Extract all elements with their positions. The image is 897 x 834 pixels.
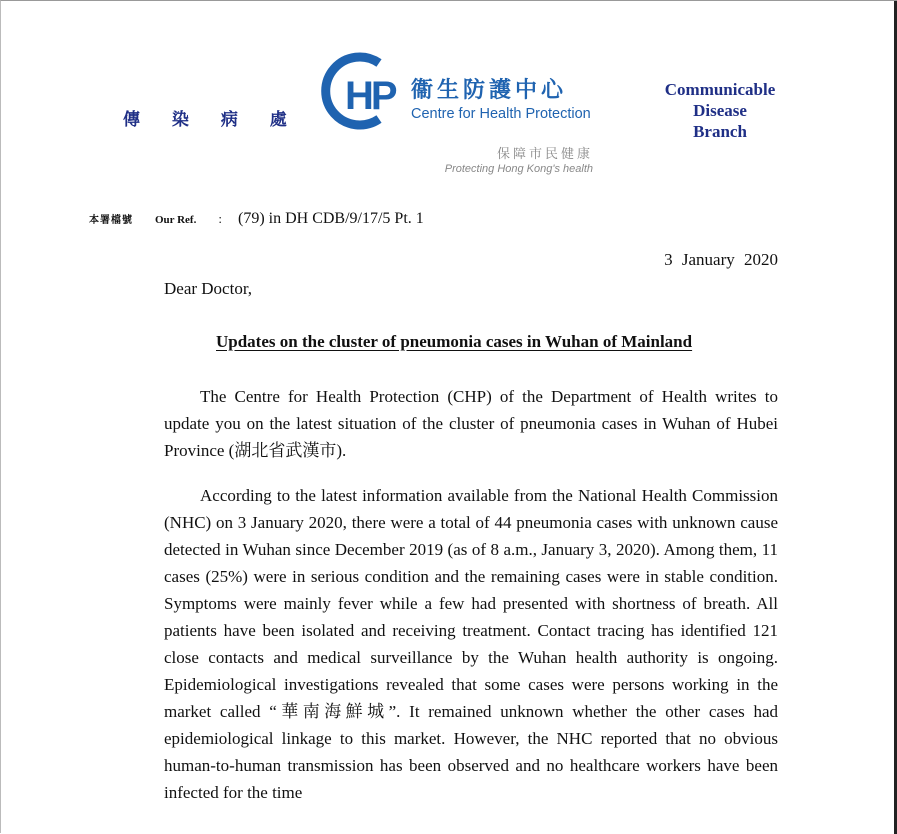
reference-label-english: Our Ref.: [155, 214, 197, 226]
body-paragraph: The Centre for Health Protection (CHP) of the Department of Health writes to update you on the latest situation of the cluster of pneumonia cases in Wuhan of Hubei Province (湖北省武漢市).: [164, 387, 778, 460]
body-paragraph: According to the latest information available from the National Health Commission (NHC) on 3 January 2020, there were a total of 44 pneumonia cases with unknown cause detected in Wuhan since December 2019 (as of 8 a.m., January 3, 2020). Among them, 11 cases (25%) were in serious condition and the remaining cases were in stable condition. Symptoms were mainly fever while a few had presented with shortness of breath. All patients have been isolated and receiving treatment. Contact tracing has identified 121 close contacts and medical surveillance by the Wuhan health authority is ongoing. Epidemiological investigations revealed that some cases were persons working in the market called “華南海鮮城”. It remained unknown whether the other cases had epidemiological linkage to this market. However, the NHC reported that no obvious human-to-human transmission has been observed and no healthcare workers have been infected for the time: [164, 486, 778, 802]
logo-tagline-chinese: 保障市民健康: [496, 147, 593, 162]
chp-logo-mark: [319, 51, 411, 131]
reference-label-chinese: 本署檔號: [89, 215, 133, 226]
letter-subject: Updates on the cluster of pneumonia cases in Wuhan of Mainland: [216, 332, 693, 351]
department-line: Branch: [693, 122, 747, 141]
salutation: Dear Doctor,: [164, 279, 253, 298]
logo-name-english: Centre for Health Protection: [411, 106, 591, 122]
department-line: Communicable: [664, 80, 776, 99]
reference-value: (79) in DH CDB/9/17/5 Pt. 1: [237, 210, 424, 227]
department-line: Disease: [693, 101, 747, 120]
logo-tagline-english: Protecting Hong Kong's health: [444, 163, 593, 175]
svg-text:HP: HP: [345, 74, 395, 118]
letter-date: 3 January 2020: [664, 250, 778, 269]
reference-separator: :: [218, 211, 222, 226]
department-name-english: [641, 79, 799, 142]
department-name-chinese: 傳 染 病 處: [123, 110, 300, 130]
chp-logo: [319, 51, 609, 181]
logo-name-chinese: 衞生防護中心: [411, 78, 568, 103]
reference-line: [89, 210, 424, 228]
